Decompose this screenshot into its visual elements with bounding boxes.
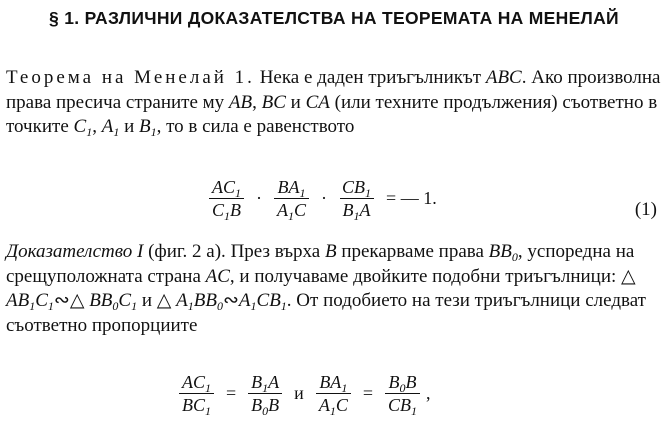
section-heading: § 1. РАЗЛИЧНИ ДОКАЗАТЕЛСТВА НА ТЕОРЕМАТА НА МЕНЕЛАЙ <box>49 8 619 28</box>
theorem-label: Теорема на Менелай 1. <box>6 67 255 88</box>
similar-symbol: ∾ <box>53 290 70 311</box>
theorem-text: Нека е даден триъгълникът <box>259 67 482 88</box>
math-triangle: $A_1BB_0$ <box>176 290 223 313</box>
figure-ref: (фиг. 2 а). <box>148 241 226 262</box>
proof-text: прекарваме права <box>341 241 484 262</box>
punct: . <box>286 290 292 311</box>
triangle-symbol: △ <box>69 290 85 311</box>
fraction: $\frac{AC_1}{BC_1}$ <box>179 372 214 415</box>
word-and: и <box>290 91 301 113</box>
math-ca: CA <box>305 91 330 113</box>
math-point: $C_1$ <box>73 116 93 139</box>
theorem-text: , то в сила е равенството <box>156 116 355 137</box>
triangle-symbol: △ <box>621 265 636 287</box>
fraction: $\frac{B_1A}{B_0B}$ <box>248 372 282 415</box>
similar-symbol: ∾ <box>222 290 239 311</box>
proof-text: През върха <box>230 241 321 262</box>
proof-label: Доказателство I <box>6 241 144 262</box>
math-abc: ABC <box>485 67 522 88</box>
dot-operator: · <box>321 188 328 208</box>
equation-rhs: = — 1. <box>386 188 437 208</box>
equals-sign: = <box>362 383 373 403</box>
dot-operator: · <box>256 188 263 208</box>
equation-1 <box>205 177 445 223</box>
equals-sign: = <box>226 383 237 403</box>
word-and: и <box>294 383 304 403</box>
math-point: $B_1$ <box>138 116 157 139</box>
equation-number: (1) <box>634 199 657 220</box>
math-triangle: $A_1CB_1$ <box>238 290 287 313</box>
math-ab: AB <box>228 91 253 113</box>
fraction: $\frac{BA_1}{A_1C}$ <box>274 177 309 220</box>
proof-paragraph <box>6 240 661 338</box>
fraction: $\frac{B_0B}{CB_1}$ <box>385 372 420 415</box>
math-b: B <box>324 241 337 262</box>
fraction: $\frac{CB_1}{B_1A}$ <box>339 177 374 220</box>
math-point: $A_1$ <box>101 116 120 139</box>
math-bb0: $BB_0$ <box>488 241 518 264</box>
math-triangle: $AB_1C_1$ <box>6 290 54 313</box>
theorem-paragraph <box>6 66 661 140</box>
fraction: $\frac{AC_1}{C_1B}$ <box>209 177 244 220</box>
punct: , <box>426 383 431 403</box>
math-triangle: $BB_0C_1$ <box>89 290 138 313</box>
punct: , <box>92 116 97 137</box>
proof-text: От подобието на тези триъгълници следват съответно пропорциите <box>6 290 646 336</box>
proof-text: , успоредна на срещуположната страна <box>6 241 635 287</box>
math-ac: AC <box>205 265 230 287</box>
fraction: $\frac{BA_1}{A_1C}$ <box>316 372 351 415</box>
math-bc: BC <box>261 91 286 113</box>
equation-proportions <box>175 372 431 418</box>
triangle-symbol: △ <box>156 290 172 311</box>
word-and: и <box>141 290 153 311</box>
theorem-text: . Ако произволна права пресича страните му <box>6 67 661 113</box>
word-and: и <box>124 116 135 137</box>
theorem-text: (или техните продължения) съответно в точките <box>6 91 658 137</box>
proof-text: , и получаваме двойките подобни триъгълници: <box>229 265 617 287</box>
punct: , <box>252 91 257 113</box>
